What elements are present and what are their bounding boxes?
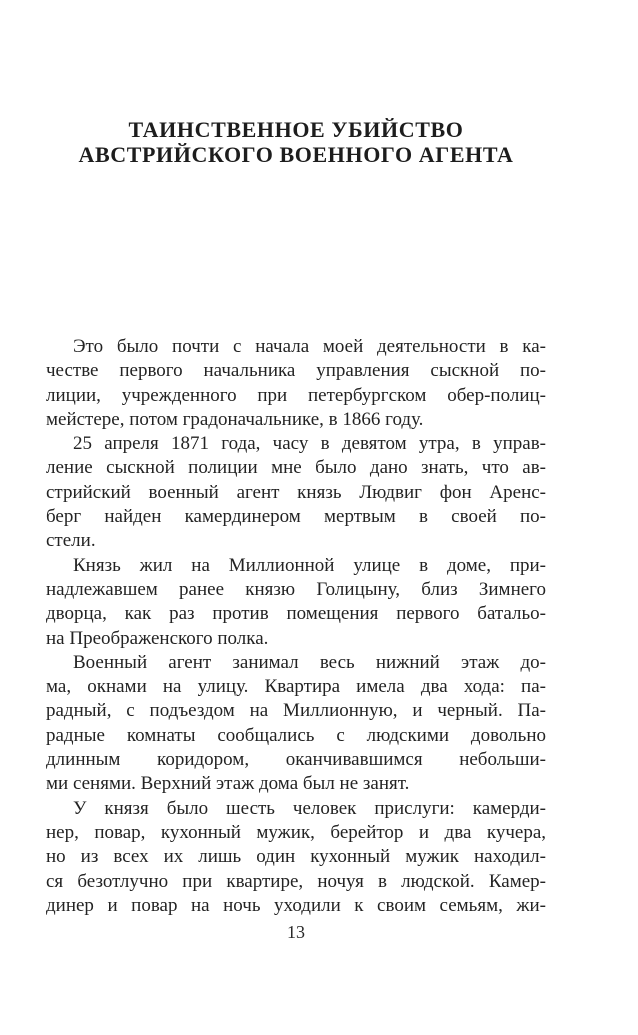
text-line: Князь жил на Миллионной улице в доме, при- bbox=[73, 554, 546, 576]
text-line: динер и повар на ночь уходили к своим семьям, жи- bbox=[46, 894, 546, 916]
text-line: честве первого начальника управления сыскной по- bbox=[46, 360, 546, 382]
text-line: берг найден камердинером мертвым в своей по- bbox=[46, 506, 546, 528]
paragraph bbox=[46, 554, 546, 651]
chapter-title bbox=[46, 117, 546, 167]
text-line: но из всех их лишь один кухонный мужик находил- bbox=[46, 846, 546, 868]
paragraph bbox=[46, 797, 546, 918]
text-line: ся безотлучно при квартире, ночуя в людской. Камер- bbox=[46, 870, 546, 892]
body-text bbox=[46, 335, 546, 918]
paragraph bbox=[46, 335, 546, 432]
chapter-title-line: АВСТРИЙСКОГО ВОЕННОГО АГЕНТА bbox=[78, 142, 514, 167]
page-number: 13 bbox=[287, 922, 305, 942]
text-line: ление сыскной полиции мне было дано знать, что ав- bbox=[46, 457, 546, 479]
text-line: У князя было шесть человек прислуги: камерди- bbox=[73, 797, 546, 819]
text-line: нер, повар, кухонный мужик, берейтор и два кучера, bbox=[46, 821, 546, 843]
text-line: ми сенями. Верхний этаж дома был не занят. bbox=[46, 773, 410, 795]
text-line: радные комнаты сообщались с людскими довольно bbox=[46, 724, 546, 746]
text-line: стели. bbox=[46, 530, 96, 552]
paragraph bbox=[46, 651, 546, 797]
text-line: на Преображенского полка. bbox=[46, 627, 269, 649]
text-line: лиции, учрежденного при петербургском обер-полиц- bbox=[46, 384, 546, 406]
text-column bbox=[46, 0, 546, 1035]
text-line: Это было почти с начала моей деятельности в ка- bbox=[73, 336, 546, 357]
text-line: ма, окнами на улицу. Квартира имела два хода: па- bbox=[46, 676, 546, 698]
chapter-title-line: ТАИНСТВЕННОЕ УБИЙСТВО bbox=[128, 117, 464, 142]
text-line: радный, с подъездом на Миллионную, и черный. Па- bbox=[46, 700, 546, 722]
text-line: длинным коридором, оканчивавшимся небольши- bbox=[46, 749, 546, 771]
text-line: 25 апреля 1871 года, часу в девятом утра, в управ- bbox=[73, 433, 546, 455]
text-line: мейстере, потом градоначальнике, в 1866 году. bbox=[46, 408, 424, 430]
text-line: надлежавшем ранее князю Голицыну, близ Зимнего bbox=[46, 578, 546, 600]
text-line: Военный агент занимал весь нижний этаж до- bbox=[73, 651, 546, 673]
text-line: дворца, как раз против помещения первого батальо- bbox=[46, 603, 546, 625]
text-line: стрийский военный агент князь Людвиг фон Аренс- bbox=[46, 481, 546, 503]
paragraph bbox=[46, 432, 546, 553]
